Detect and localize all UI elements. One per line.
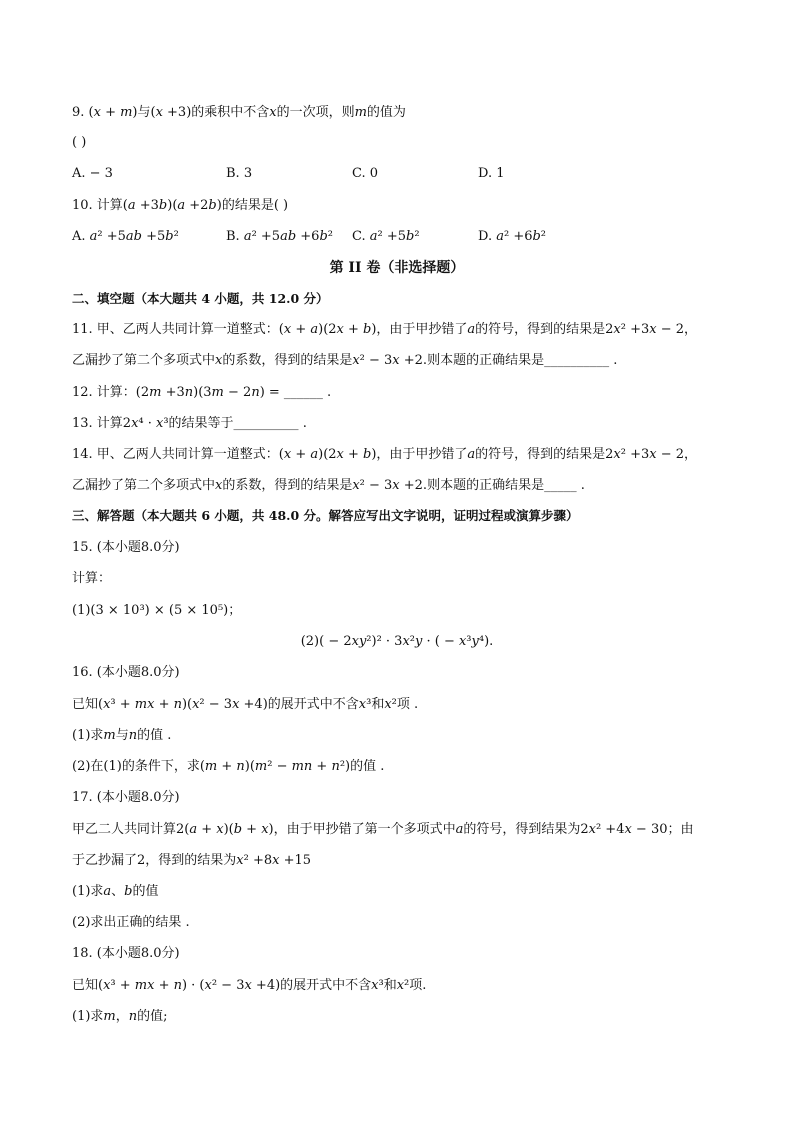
q13-text: 13. 计算2𝑥⁴ · 𝑥³的结果等于__________ . (72, 416, 307, 431)
q10-option-d: D. 𝑎² +6𝑏² (478, 229, 547, 244)
q15-score: 15. (本小题8.0分) (72, 540, 180, 555)
q15-part1: (1)(3 × 10³) × (5 × 10⁵)； (72, 603, 242, 618)
q18-stem: 已知(𝑥³ + 𝑚𝑥 + 𝑛) · (𝑥² − 3𝑥 +4)的展开式中不含𝑥³和𝑥²项. (72, 978, 427, 993)
q9-option-c: C. 0 (352, 166, 379, 181)
part2-title: 第 II 卷（非选择题） (329, 260, 465, 276)
q14-line1: 14. 甲、乙两人共同计算一道整式：(𝑥 + 𝑎)(2𝑥 + 𝑏)，由于甲抄错了𝑎的符号，得到的结果是2𝑥² +3𝑥 − 2， (72, 447, 698, 462)
q10-option-c: C. 𝑎² +5𝑏² (352, 229, 420, 244)
q18-score: 18. (本小题8.0分) (72, 946, 180, 961)
q17-line2: 于乙抄漏了2，得到的结果为𝑥² +8𝑥 +15 (72, 853, 312, 868)
q18-part1: (1)求𝑚，𝑛的值; (72, 1009, 168, 1024)
q17-part2: (2)求出正确的结果 . (72, 915, 190, 930)
q17-score: 17. (本小题8.0分) (72, 790, 180, 805)
q10-option-b: B. 𝑎² +5𝑎𝑏 +6𝑏² (226, 229, 333, 244)
q15-prompt: 计算： (72, 571, 112, 586)
q16-part1: (1)求𝑚与𝑛的值 . (72, 728, 172, 743)
section2-heading: 二、填空题（本大题共 4 小题，共 12.0 分） (72, 291, 329, 306)
q9-option-b: B. 3 (226, 166, 253, 181)
q12-text: 12. 计算：(2𝑚 +3𝑛)(3𝑚 − 2𝑛) = ______ . (72, 385, 332, 400)
q11-line1: 11. 甲、乙两人共同计算一道整式：(𝑥 + 𝑎)(2𝑥 + 𝑏)，由于甲抄错了𝑎的符号，得到的结果是2𝑥² +3𝑥 − 2， (72, 322, 698, 337)
q16-score: 16. (本小题8.0分) (72, 665, 180, 680)
q17-part1: (1)求𝑎、𝑏的值 (72, 884, 159, 899)
q16-stem: 已知(𝑥³ + 𝑚𝑥 + 𝑛)(𝑥² − 3𝑥 +4)的展开式中不含𝑥³和𝑥²项 . (72, 697, 419, 712)
q16-part2: (2)在(1)的条件下，求(𝑚 + 𝑛)(𝑚² − 𝑚𝑛 + 𝑛²)的值 . (72, 759, 385, 774)
q9-stem: 9. (𝑥 + 𝑚)与(𝑥 +3)的乘积中不含𝑥的一次项，则𝑚的值为 (72, 105, 406, 120)
q9-answer-paren: ( ) (72, 135, 87, 150)
q9-option-a: A. − 3 (72, 166, 113, 181)
q11-line2: 乙漏抄了第二个多项式中𝑥的系数，得到的结果是𝑥² − 3𝑥 +2.则本题的正确结果是__________ . (72, 353, 618, 368)
q15-part2: (2)( − 2𝑥𝑦²)² · 3𝑥²𝑦 · ( − 𝑥³𝑦⁴). (300, 634, 494, 649)
q10-option-a: A. 𝑎² +5𝑎𝑏 +5𝑏² (72, 229, 179, 244)
q14-line2: 乙漏抄了第二个多项式中𝑥的系数，得到的结果是𝑥² − 3𝑥 +2.则本题的正确结果是_____ . (72, 478, 585, 493)
q17-line1: 甲乙二人共同计算2(𝑎 + 𝑥)(𝑏 + 𝑥)，由于甲抄错了第一个多项式中𝑎的符号，得到结果为2𝑥² +4𝑥 − 30；由 (72, 822, 694, 837)
section3-heading: 三、解答题（本大题共 6 小题，共 48.0 分。解答应写出文字说明，证明过程或演算步骤） (72, 508, 579, 523)
q9-option-d: D. 1 (478, 166, 505, 181)
q10-stem: 10. 计算(𝑎 +3𝑏)(𝑎 +2𝑏)的结果是( ) (72, 198, 289, 213)
